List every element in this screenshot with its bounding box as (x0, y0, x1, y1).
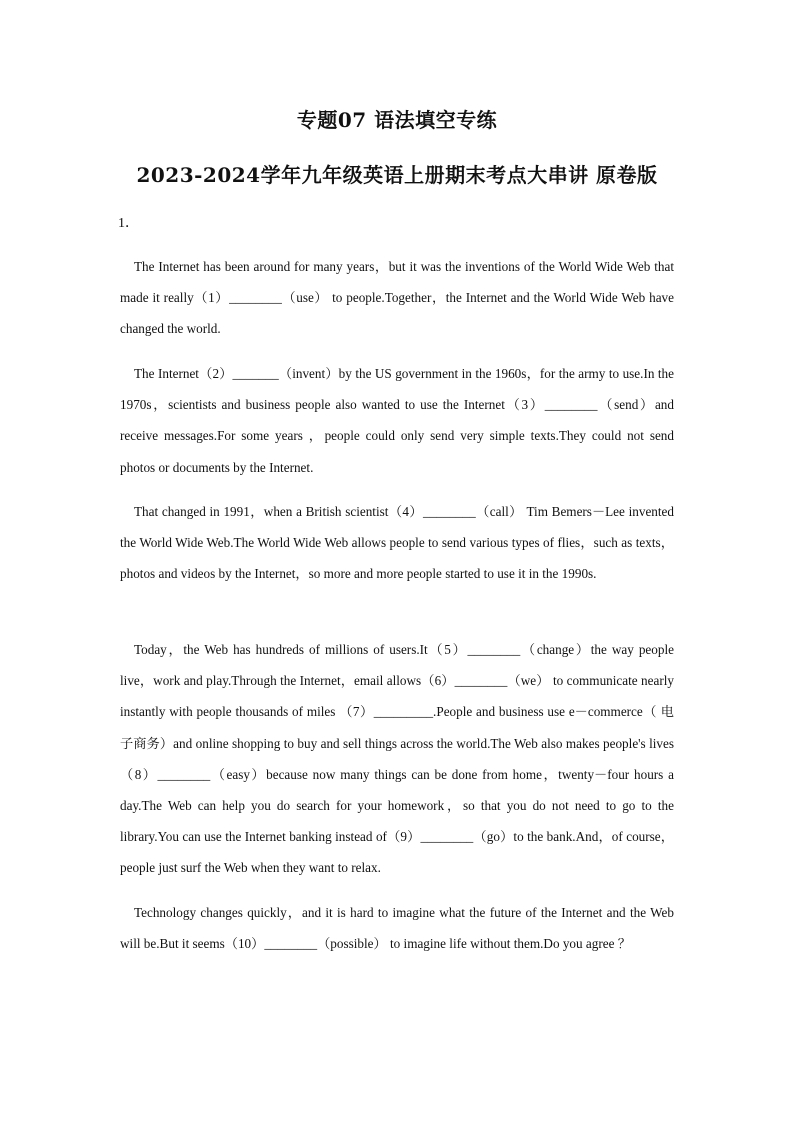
question-number: 1． (118, 216, 139, 231)
passage-paragraph-1: The Internet has been around for many years，but it was the inventions of the World Wide Web that made it really（1）________（use） to people.Together，the Internet and the World Wide Web have changed the world. (120, 259, 674, 337)
document-subtitle: 2023-2024学年九年级英语上册期末考点大串讲 原卷版 (136, 163, 658, 187)
passage-paragraph-2: The Internet（2）_______（invent）by the US government in the 1960s，for the army to use.In the 1970s，scientists and business people also wanted to use the Internet（3）________（send）and receive messages.For some years ，people could only send very simple texts.They could not send photos or documents by the Internet. (120, 366, 674, 475)
passage-paragraph-4: Today，the Web has hundreds of millions of users.It（5）________（change）the way people live，work and play.Through the Internet，email allows（6）________（we） to communicate nearly instantly with people thousands of miles （7）_________.People and business use e－commerce（ 电子商务）and online shopping to buy and sell things across the world.The Web also makes people's lives（8）________（easy）because now many things can be done from home，twenty－four hours a day.The Web can help you do search for your homework，so that you do not need to go to the library.You can use the Internet banking instead of（9）________（go）to the bank.And，of course，people just surf the Web when they want to relax. (120, 642, 674, 876)
document-title: 专题07 语法填空专练 (296, 108, 498, 132)
passage-paragraph-3: That changed in 1991，when a British scientist（4）________（call） Tim Bemers－Lee invented the World Wide Web.The World Wide Web allows people to send various types of flies，such as texts，photos and videos by the Internet，so more and more people started to use it in the 1990s. (120, 504, 674, 582)
passage-paragraph-5: Technology changes quickly，and it is hard to imagine what the future of the Internet and the Web will be.But it seems（10）________（possible） to imagine life without them.Do you agree ？ (120, 905, 674, 952)
